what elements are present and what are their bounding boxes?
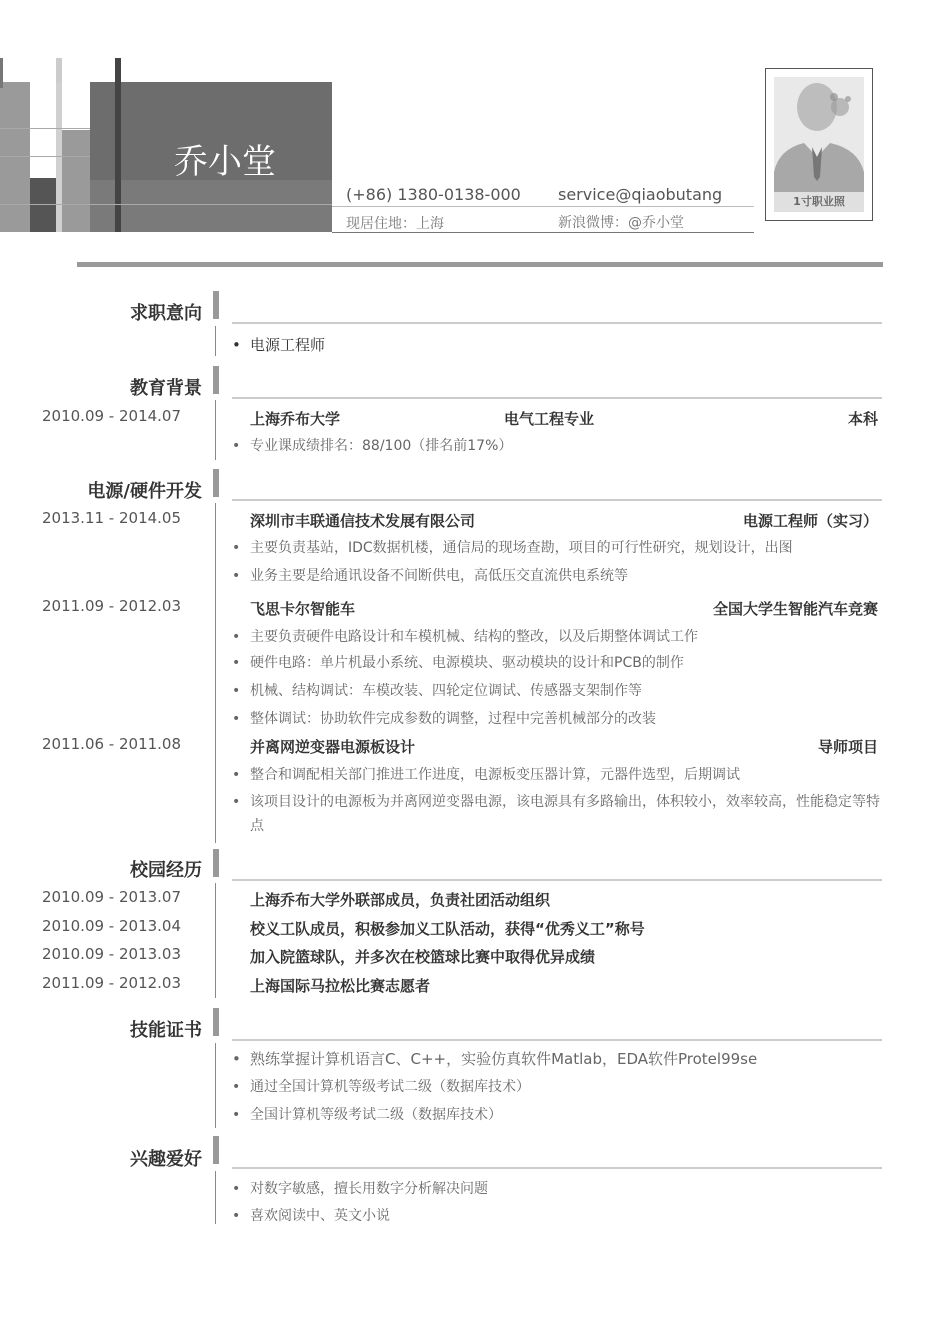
contact-underline	[332, 232, 754, 233]
section-rule	[232, 1039, 882, 1041]
timeline-line	[215, 503, 216, 843]
job-row	[250, 598, 878, 619]
list-item: • 专业课成绩排名：88/100（排名前17%）	[232, 438, 513, 454]
timeline-line	[215, 1171, 216, 1224]
job-date: 2011.06 - 2011.08	[42, 735, 182, 753]
campus-item: 上海国际马拉松比赛志愿者	[250, 977, 431, 995]
decor-bar	[0, 82, 30, 232]
section-marker	[213, 366, 219, 394]
phone: (+86) 1380-0138-000	[346, 185, 521, 204]
decor-bar	[0, 58, 3, 88]
list-item: • 通过全国计算机等级考试二级（数据库技术）	[232, 1079, 530, 1095]
job-role: 电源工程师（实习）	[742, 512, 878, 530]
email: service@qiaobutang	[558, 185, 723, 204]
campus-item: 上海乔布大学外联部成员，负责社团活动组织	[250, 891, 551, 909]
section-title-intent: 求职意向	[130, 303, 202, 324]
section-marker	[213, 469, 219, 497]
section-title-campus: 校园经历	[130, 860, 202, 881]
list-item: • 该项目设计的电源板为并离网逆变器电源，该电源具有多路输出，体积较小，效率较高，性能稳定等特点	[232, 794, 880, 834]
photo-frame	[765, 68, 873, 221]
job-org: 飞思卡尔智能车	[250, 600, 356, 618]
decor-bar	[56, 58, 62, 82]
list-item: • 主要负责基站，IDC数据机楼，通信局的现场查勘，项目的可行性研究，规划设计，出图	[232, 540, 793, 556]
weibo: 新浪微博：@乔小堂	[558, 215, 684, 231]
section-title-hobbies: 兴趣爱好	[130, 1149, 202, 1170]
job-org: 并离网逆变器电源板设计	[250, 738, 416, 756]
section-rule	[232, 879, 882, 881]
job-date: 2011.09 - 2012.03	[42, 597, 182, 615]
job-role: 导师项目	[817, 738, 878, 756]
degree: 本科	[847, 410, 878, 428]
list-item: • 整合和调配相关部门推进工作进度，电源板变压器计算，元器件选型，后期调试	[232, 767, 740, 783]
major: 电气工程专业	[504, 410, 595, 428]
job-row	[250, 736, 878, 757]
timeline-line	[215, 326, 216, 356]
avatar	[774, 77, 864, 212]
decor-bar	[90, 180, 332, 232]
photo-caption: 1寸职业照	[774, 192, 864, 212]
campus-date: 2011.09 - 2012.03	[42, 974, 182, 992]
section-rule	[232, 397, 882, 399]
section-rule	[232, 1167, 882, 1169]
list-item: • 对数字敏感，擅长用数字分析解决问题	[232, 1181, 488, 1197]
job-row	[250, 510, 878, 531]
campus-date: 2010.09 - 2013.07	[42, 888, 182, 906]
candidate-name: 乔小堂	[174, 142, 276, 182]
campus-date: 2010.09 - 2013.04	[42, 917, 182, 935]
section-title-skills: 技能证书	[130, 1020, 202, 1041]
campus-item: 校义工队成员，积极参加义工队活动，获得“优秀义工”称号	[250, 920, 645, 938]
section-title-hardware: 电源/硬件开发	[87, 481, 202, 502]
list-item: • 主要负责硬件电路设计和车模机械、结构的整改，以及后期整体调试工作	[232, 629, 698, 645]
list-item: • 全国计算机等级考试二级（数据库技术）	[232, 1107, 502, 1123]
campus-item: 加入院篮球队，并多次在校篮球比赛中取得优异成绩	[250, 948, 596, 966]
location: 现居住地：上海	[346, 216, 444, 232]
section-title-education: 教育背景	[130, 378, 202, 399]
job-role: 全国大学生智能汽车竞赛	[712, 600, 878, 618]
decor-bar	[62, 130, 90, 232]
list-item: • 机械、结构调试：车模改装、四轮定位调试、传感器支架制作等	[232, 683, 642, 699]
list-item: • 硬件电路：单片机最小系统、电源模块、驱动模块的设计和PCB的制作	[232, 655, 684, 671]
list-item: • 喜欢阅读中、英文小说	[232, 1208, 390, 1224]
edu-date: 2010.09 - 2014.07	[42, 407, 182, 425]
section-marker	[213, 1136, 219, 1164]
section-rule	[232, 499, 882, 501]
contact-divider	[332, 206, 754, 207]
campus-date: 2010.09 - 2013.03	[42, 945, 182, 963]
section-marker	[213, 291, 219, 319]
section-marker	[213, 1008, 219, 1036]
timeline-line	[215, 1043, 216, 1128]
section-marker	[213, 849, 219, 877]
school: 上海乔布大学	[250, 410, 341, 428]
timeline-line	[215, 883, 216, 998]
header-divider	[77, 262, 883, 267]
resume-header	[0, 0, 950, 240]
edu-row	[250, 408, 878, 429]
job-org: 深圳市丰联通信技术发展有限公司	[250, 512, 476, 530]
job-date: 2013.11 - 2014.05	[42, 509, 182, 527]
list-item: • 电源工程师	[232, 336, 326, 354]
section-rule	[232, 322, 882, 324]
decor-line	[0, 204, 332, 205]
list-item: • 整体调试：协助软件完成参数的调整，过程中完善机械部分的改装	[232, 711, 656, 727]
list-item: • 熟练掌握计算机语言C、C++，实验仿真软件Matlab，EDA软件Protel99se	[232, 1050, 758, 1068]
timeline-line	[215, 400, 216, 460]
list-item: • 业务主要是给通讯设备不间断供电，高低压交直流供电系统等	[232, 568, 628, 584]
